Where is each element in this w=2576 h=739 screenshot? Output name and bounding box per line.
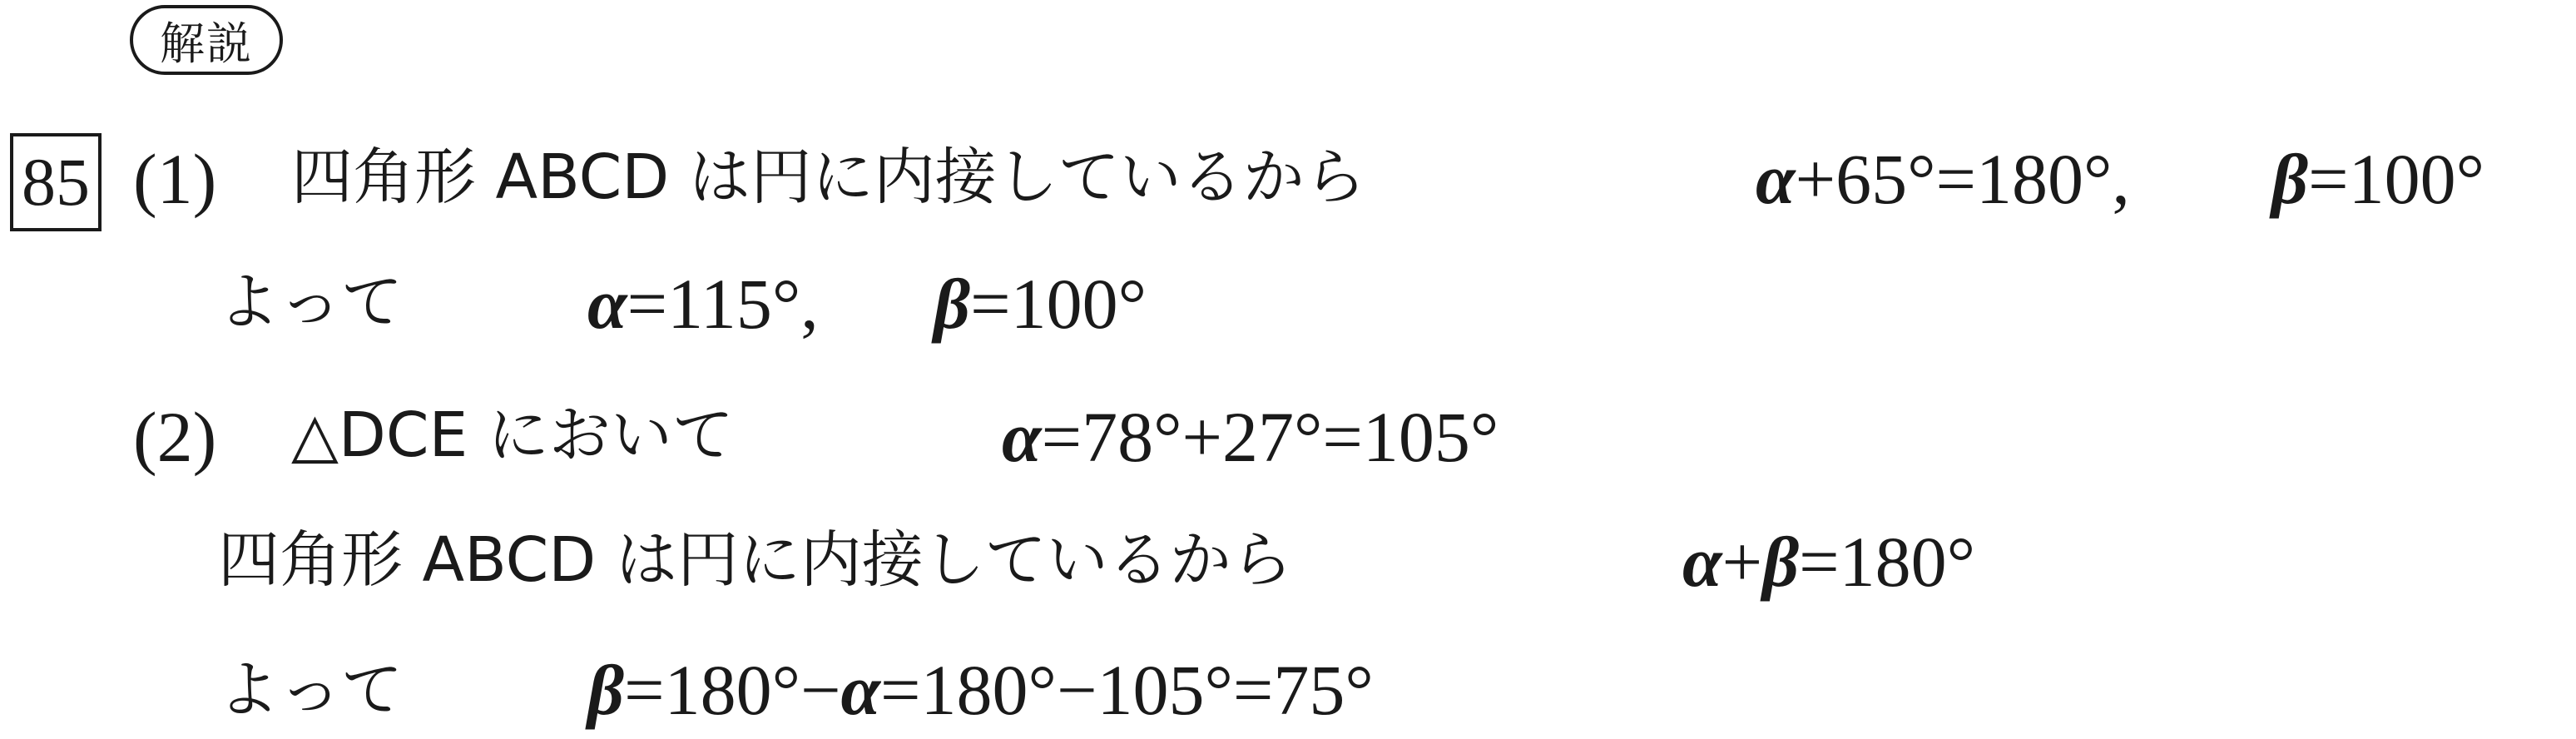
eq-text: =100° xyxy=(970,264,1147,344)
part1-label: (1) xyxy=(133,139,217,219)
eq-text: =100° xyxy=(2308,139,2484,219)
eq-text: =180°− xyxy=(624,650,841,730)
eq-text: +65°=180°, xyxy=(1795,139,2130,219)
eq-text: =180° xyxy=(1799,522,1976,602)
eq-text: =180°−105°=75° xyxy=(880,650,1374,730)
part1-equation-2 xyxy=(2271,139,2484,219)
kaisetsu-badge xyxy=(130,5,283,75)
var-beta: β xyxy=(1762,522,1800,602)
part2-result xyxy=(587,650,1374,730)
var-alpha: α xyxy=(1002,397,1042,477)
part2-equation-2 xyxy=(1682,522,1976,602)
var-alpha: α xyxy=(587,264,627,344)
part1-conclusion-word: よって xyxy=(218,266,403,338)
var-beta: β xyxy=(934,264,971,344)
part1-equation-1 xyxy=(1756,139,2130,219)
part1-result-1 xyxy=(587,264,819,344)
eq-text: =115°, xyxy=(627,264,819,344)
var-alpha: α xyxy=(840,650,881,730)
kaisetsu-label: 解説 xyxy=(160,17,253,70)
plus: + xyxy=(1721,522,1763,602)
part1-reason: 四角形 ABCD は円に内接しているから xyxy=(291,141,1366,213)
var-beta: β xyxy=(2271,139,2309,219)
part2-reason-2: 四角形 ABCD は円に内接しているから xyxy=(218,524,1293,596)
part2-equation-1 xyxy=(1002,397,1499,477)
var-alpha: α xyxy=(1756,139,1796,219)
part2-conclusion-word: よって xyxy=(218,654,403,726)
var-alpha: α xyxy=(1682,522,1722,602)
var-beta: β xyxy=(587,650,625,730)
problem-number-box xyxy=(10,133,102,231)
eq-text: =78°+27°=105° xyxy=(1041,397,1499,477)
part2-label: (2) xyxy=(133,397,217,477)
part2-reason-1: △DCE において xyxy=(291,399,734,471)
problem-number: 85 xyxy=(22,144,90,220)
part1-result-2 xyxy=(934,264,1147,344)
